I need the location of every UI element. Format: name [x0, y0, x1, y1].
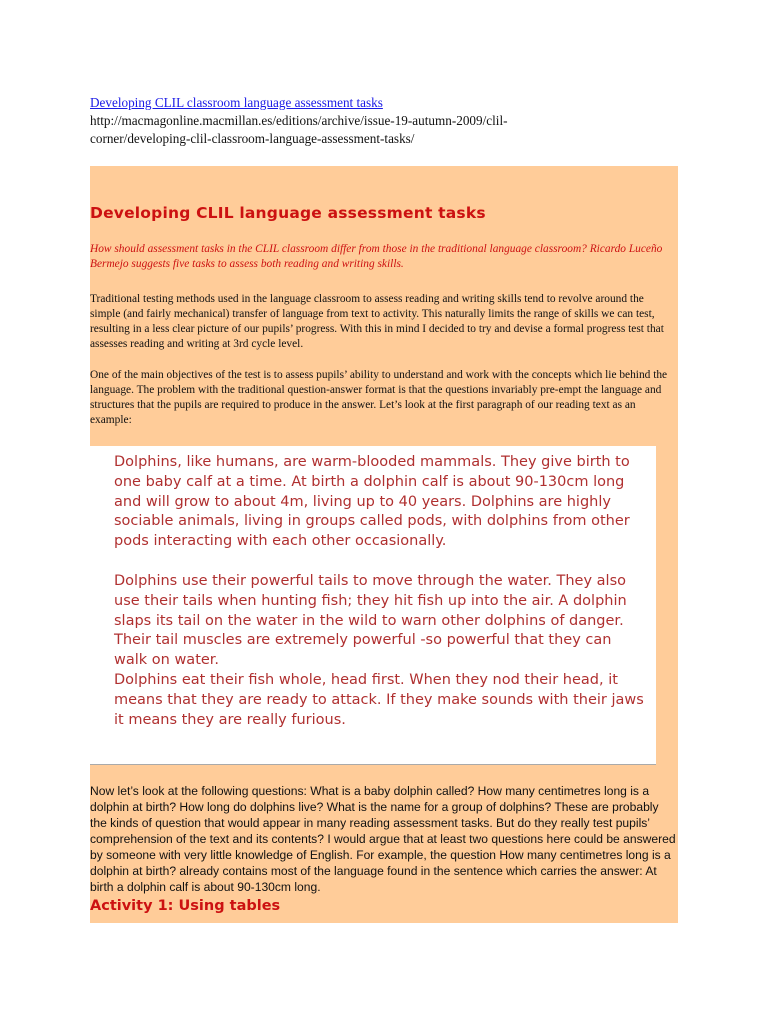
excerpt-paragraph-1: Dolphins, like humans, are warm-blooded mammals. They give birth to one baby calf at a time. At birth a dolphin calf is about 90-130cm long and will grow to about 4m, living up to 40 years. Dolphins are highly sociable animals, living in groups called pods, with dolphins from other pods interacting with each other occasionally. [114, 454, 630, 550]
body-paragraph-3: Now let’s look at the following questions: What is a baby dolphin called? How many centimetres long is a dolphin at birth? How long do dolphins live? What is the name for a group of dolphins? These are probably the kinds of question that would appear in many reading assessment tasks. But do they really test pupils’ comprehension of the text and its contents? I would argue that at least two questions here could be answered by someone with very little knowledge of English. For example, the question How many centimetres long is a dolphin at birth? already contains most of the language found in the sentence which carries the answer: At birth a dolphin calf is about 90-130cm long. [90, 784, 676, 894]
article-intro: How should assessment tasks in the CLIL classroom differ from those in the traditional language classroom? Ricardo Luceño Bermejo suggests five tasks to assess both reading and writing skills. [90, 243, 663, 270]
source-url-line-1: http://macmagonline.macmillan.es/editions/archive/issue-19-autumn-2009/clil- [90, 113, 508, 128]
section-heading: Activity 1: Using tables [90, 898, 281, 914]
excerpt-paragraph-2: Dolphins use their powerful tails to move through the water. They also use their tails when hunting fish; they hit fish up into the air. A dolphin slaps its tail on the water in the wild to warn other dolphins of danger. Their tail muscles are extremely powerful -so powerful that they can walk on water. [114, 573, 627, 669]
excerpt-paragraph-3: Dolphins eat their fish whole, head first. When they nod their head, it means that they are ready to attack. If they make sounds with their jaws it means they are really furious. [114, 672, 644, 728]
source-reference [90, 94, 690, 148]
body-paragraph-1: Traditional testing methods used in the language classroom to assess reading and writing skills tend to revolve around the simple (and fairly mechanical) transfer of language from text to activity. This naturally limits the range of skills we can test, resulting in a less clear picture of our pupils’ progress. With this in mind I decided to try and devise a formal progress test that assesses reading and writing at 3rd cycle level. [90, 293, 664, 350]
source-url-line-2: corner/developing-clil-classroom-language-assessment-tasks/ [90, 131, 415, 146]
body-paragraph-2: One of the main objectives of the test is to assess pupils’ ability to understand and work with the concepts which lie behind the language. The problem with the traditional question-answer format is that the questions invariably pre-empt the language and structures that the pupils are required to produce in the answer. Let’s look at the first paragraph of our reading text as an example: [90, 369, 668, 426]
article-title: Developing CLIL language assessment tasks [90, 204, 486, 222]
reading-text-excerpt [90, 446, 656, 765]
source-link[interactable]: Developing CLIL classroom language assessment tasks [90, 95, 383, 110]
article-panel [90, 166, 678, 923]
